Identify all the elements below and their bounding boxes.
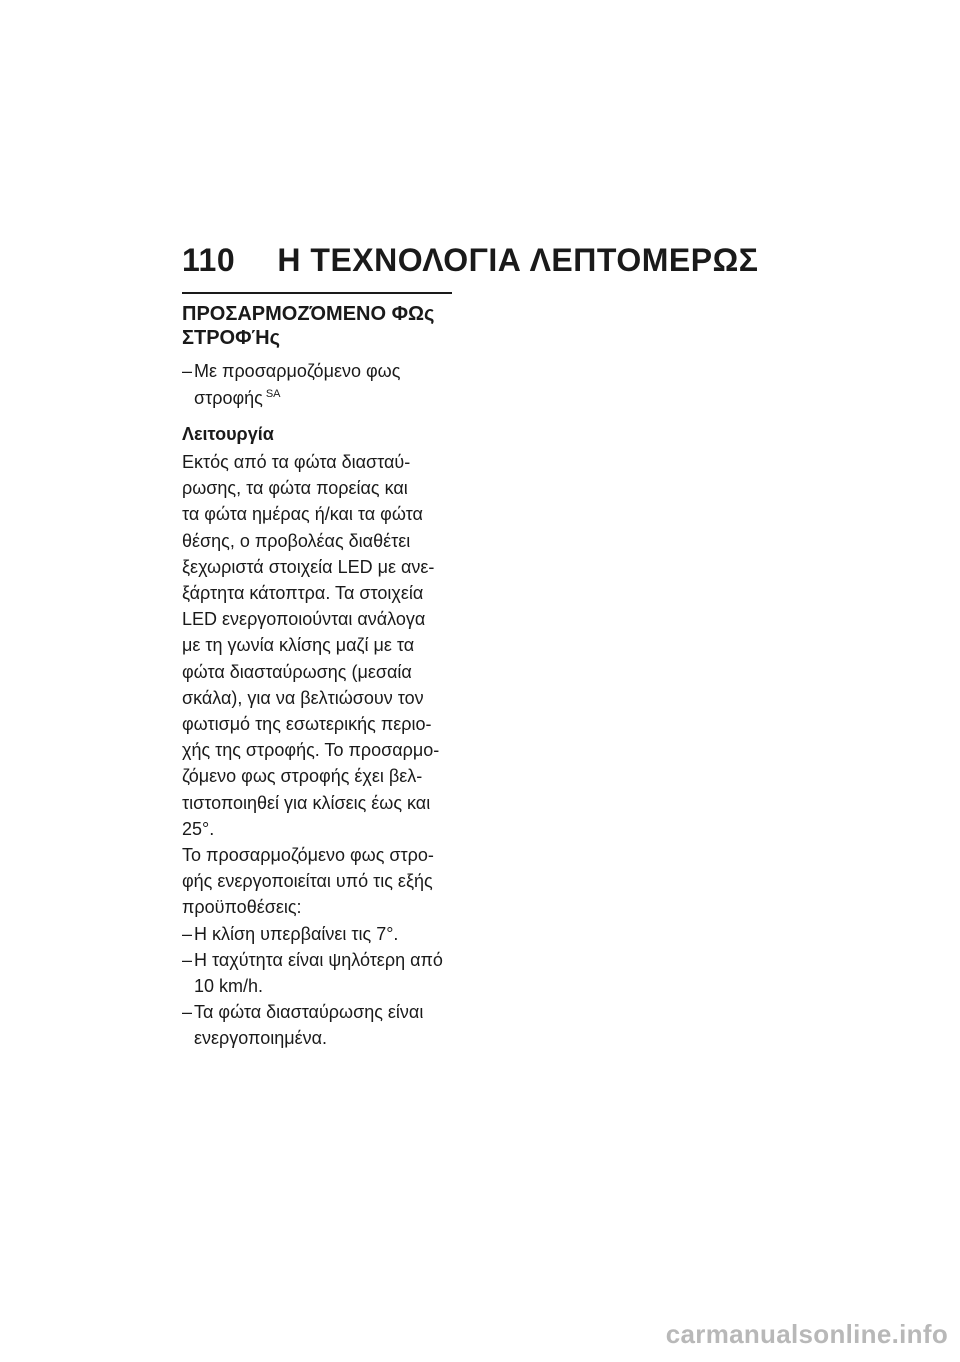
conditions-list [182, 921, 452, 1052]
page-header [182, 242, 758, 279]
content-column [182, 292, 452, 1052]
watermark: carmanualsonline.info [665, 1319, 948, 1349]
section-title-line1: ΠΡΟΣΑΡΜΟΖΌΜΕΝΟ ΦΩς [182, 303, 435, 325]
sa-label: SA [265, 387, 281, 400]
section-title [182, 302, 452, 350]
list-item [182, 921, 452, 947]
condition-text: Η κλίση υπερβαίνει τις 7°. [194, 923, 399, 944]
equipment-bullet [182, 360, 452, 409]
section-title-line2: ΣΤΡΟΦΉς [182, 327, 281, 349]
chapter-title: Η ΤΕΧΝΟΛΟΓΙΑ ΛΕΠΤΟΜΕΡΩΣ [277, 242, 759, 278]
bullet-dash: – [182, 1002, 193, 1023]
function-heading: Λειτουργία [182, 424, 274, 444]
bullet-dash: – [182, 361, 193, 381]
page-number: 110 [182, 242, 236, 278]
list-item [182, 947, 452, 999]
bullet-text: Με προσαρμοζόμενο φως στροφής [194, 361, 401, 408]
conditions-intro: Το προσαρμοζόμενο φως στρο- φής ενεργοποιείται υπό τις εξής προϋποθέσεις: [182, 845, 434, 918]
bullet-dash: – [182, 949, 193, 970]
section-divider [182, 292, 452, 294]
bullet-dash: – [182, 923, 193, 944]
condition-text: Τα φώτα διασταύρωσης είναι ενεργοποιημένα. [194, 1002, 424, 1049]
description-paragraph: Εκτός από τα φώτα διασταύ- ρωσης, τα φώτα πορείας και τα φώτα ημέρας ή/και τα φώτα θέσης, ο προβολέας διαθέτει ξεχωριστά στοιχεία LED με ανε- ξάρτητα κάτοπτρα. Τα στοιχεία LED ενεργοποιούνται ανάλογα με τη γωνία κλίσης μαζί με τα φώτα διασταύρωσης (μεσαία σκάλα), για να βελτιώσουν τον φωτισμό της εσωτερικής περιο- χής της στροφής. Το προσαρμο- ζόμενο φως στροφής έχει βελ- τιστοποιηθεί για κλίσεις έως και 25°. [182, 452, 440, 839]
condition-text: Η ταχύτητα είναι ψηλότερη από 10 km/h. [194, 949, 443, 997]
list-item [182, 999, 452, 1051]
